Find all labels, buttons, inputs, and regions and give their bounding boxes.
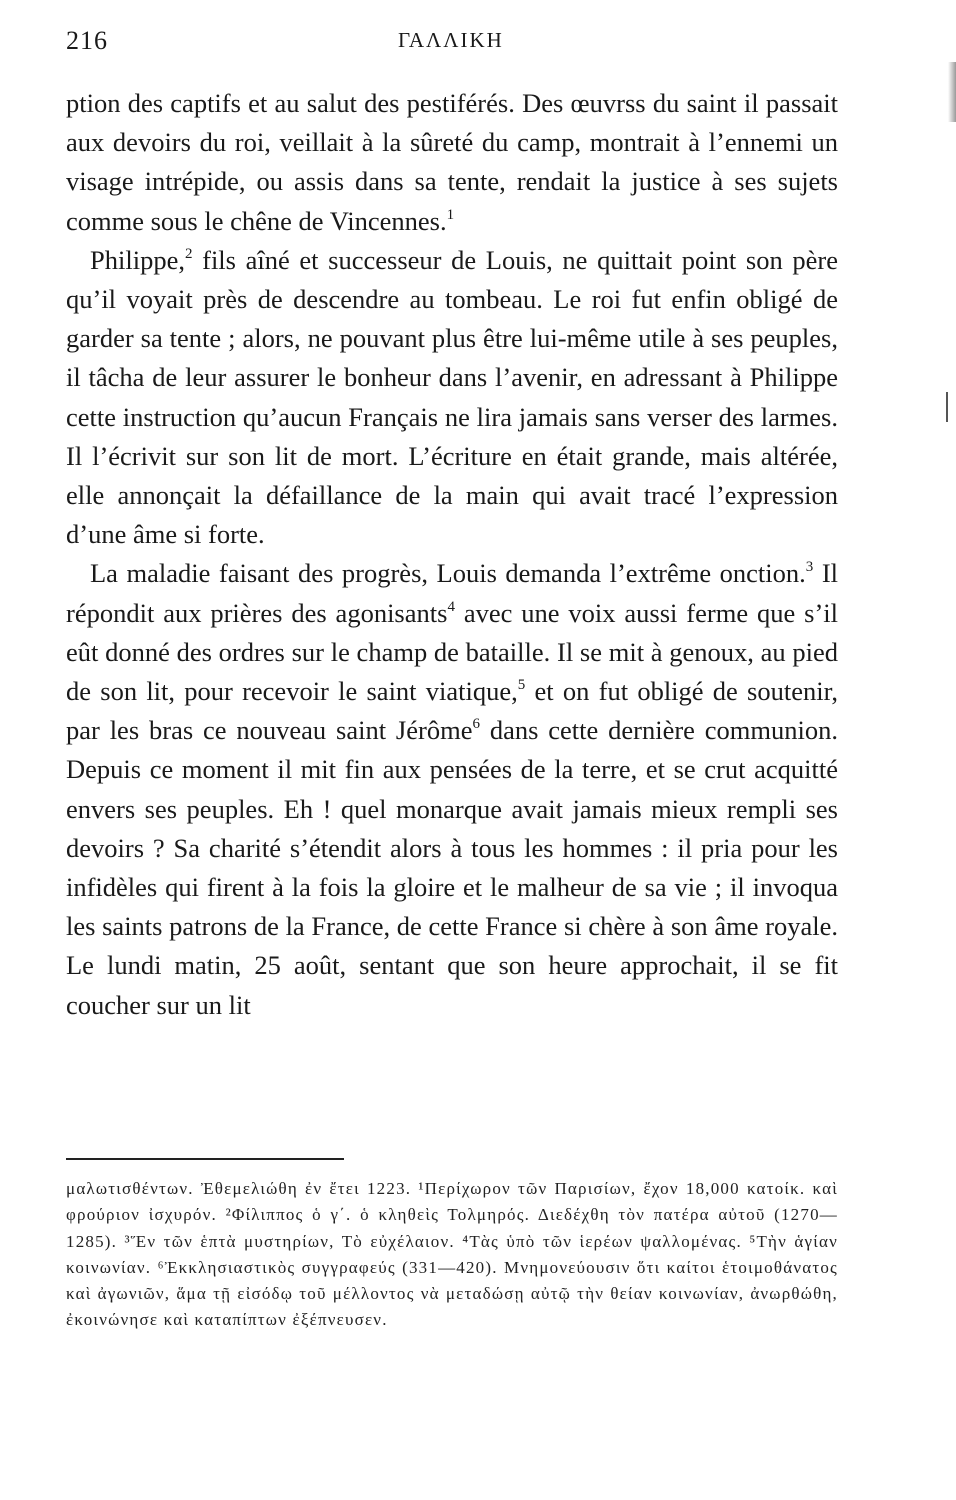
footnote-ref-3: 3 [805,559,814,576]
footnote-ref-6: 6 [472,716,480,733]
footnote-ref-2: 2 [184,245,193,262]
footnote-divider [66,1158,344,1160]
body-text [66,84,838,1025]
margin-mark [946,392,948,422]
paragraph-1: ption des captifs et au salut des pestiférés. Des œuvrss du saint il passait aux devoirs du roi, veillait à la sûreté du camp, montrait à l’ennemi un visage intrépide, ou assis dans sa tente, rendait la justice à ses sujets comme sous le chêne de Vincennes.$^1$ [66,88,838,236]
running-title: ΓΑΛΛΙΚΗ [398,28,504,52]
footnote-ref-1: 1 [446,206,455,223]
footnotes: μαλωτισθέντων. Ἐθεμελιώθη ἐν ἔτει 1223. ¹Περίχωρον τῶν Παρισίων, ἔχον 18,000 κατοίκ. καὶ φρούριον ἰσχυρόν. ²Φίλιππος ὁ γ΄. ὁ κληθεὶς Τολμηρός. Διεδέχθη τὸν πατέρα αὐτοῦ (1270—1285). ³Ἕν τῶν ἑπτὰ μυστηρίων, Τὸ εὐχέλαιον. ⁴Τὰς ὑπὸ τῶν ἱερέων ψαλλομένας. ⁵Τὴν ἁγίαν κοινωνίαν. ⁶Ἐκκλησιαστικὸς συγγραφεύς (331—420). Μνημονεύουσιν ὅτι καίτοι ἑτοιμοθάνατος καὶ ἀγωνιῶν, ἅμα τῇ εἰσόδῳ τοῦ μέλλοντος νὰ μεταδώσῃ αὐτῷ τὴν θείαν κοινωνίαν, ἀνωρθώθη, ἐκοινώνησε καὶ καταπίπτων ἐξέπνευσεν. [66,1179,838,1330]
paragraph-2: Philippe,$^2$ fils aîné et successeur de Louis, ne quittait point son père qu’il voyait près de descendre au tombeau. Le roi fut enfin obligé de garder sa tente ; alors, ne pouvant plus être lui-même utile à ses peuples, il tâcha de leur assurer le bonheur dans l’avenir, en adressant à Philippe cette instruction qu’aucun Français ne lira jamais sans verser des larmes. Il l’écrivit sur son lit de mort. L’écriture en était grande, mais altérée, elle annonçait la défaillance de la main qui avait tracé l’expression d’une âme si forte. [66,244,838,550]
page-number: 216 [66,26,108,55]
page-edge-shadow [948,62,956,122]
page-header [66,26,836,66]
footnote-ref-4: 4 [447,598,455,615]
paragraph-3: La maladie faisant des progrès, Louis demanda l’extrême onction.$^3$ Il répondit aux prières des agonisants$^4$ avec une voix aussi ferme que s’il eût donné des ordres sur le champ de bataille. Il se mit à genoux, au pied de son lit, pour recevoir le saint viatique,$^5$ et on fut obligé de soutenir, par les bras ce nouveau saint Jérôme$^6$ dans cette dernière communion. Depuis ce moment il mit fin aux pensées de la terre, et se crut acquitté envers ses peuples. Eh ! quel monarque avait jamais mieux rempli ses devoirs ? Sa charité s’étendit alors à tous les hommes : il pria pour les infidèles qui firent à la fois la gloire et le malheur de sa vie ; il invoqua les saints patrons de la France, de cette France si chère à son âme royale. Le lundi matin, 25 août, sentant que son heure approchait, il se fit coucher sur un lit [66,558,838,1020]
footnote-ref-5: 5 [517,677,526,694]
